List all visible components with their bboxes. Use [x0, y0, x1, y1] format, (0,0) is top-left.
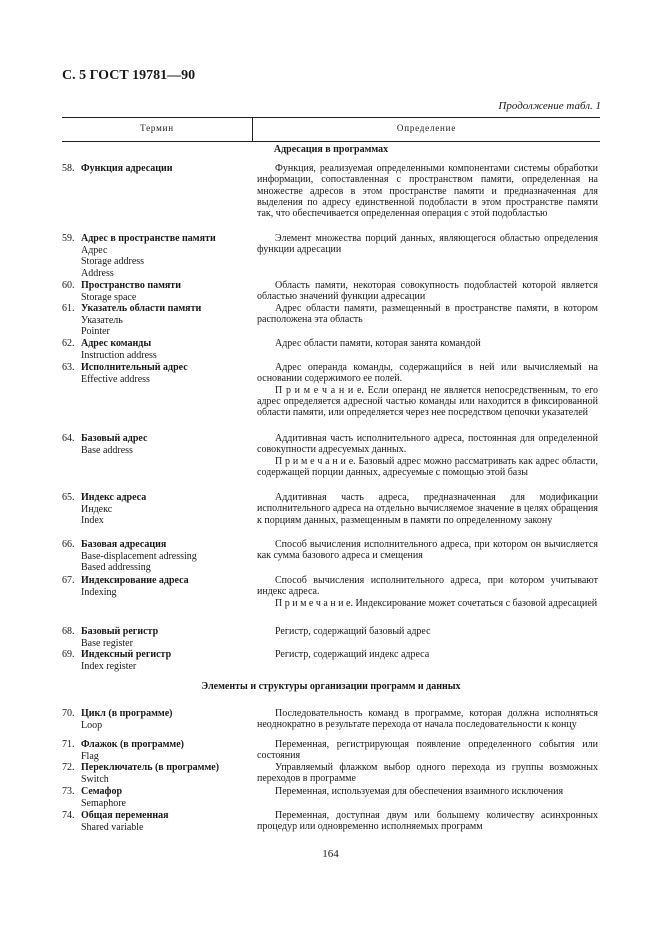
term-number: 63. — [62, 362, 75, 373]
term-number: 64. — [62, 433, 75, 444]
definition-paragraph: Адрес операнда команды, содержащийся в ней или вычисляемый на основании содержимого ее полей. — [257, 362, 598, 385]
table-top-rule — [62, 117, 600, 118]
definition-cell — [257, 233, 598, 256]
definition-paragraph: Последовательность команд в программе, которая должна исполняться неоднократно в результате перехода от начала последовательности к концу — [257, 708, 598, 731]
term-cell — [62, 433, 250, 456]
definition-paragraph: Элемент множества порций данных, являющегося областью определения функции адресации — [257, 233, 598, 256]
term-name: Базовая адресация — [81, 539, 167, 550]
term-number: 72. — [62, 762, 75, 773]
terms-table — [62, 117, 600, 842]
term-name: Пространство памяти — [81, 280, 181, 291]
term-number: 68. — [62, 626, 75, 637]
term-synonym: Storage space — [81, 291, 137, 303]
term-number: 65. — [62, 492, 75, 503]
term-synonym: Switch — [81, 773, 109, 785]
definition-paragraph: Способ вычисления исполнительного адреса, при котором он вычисляется как сумма базового адреса и смещения — [257, 539, 598, 562]
term-number: 59. — [62, 233, 75, 244]
definition-cell — [257, 649, 598, 660]
term-cell — [62, 739, 250, 762]
term-name: Флажок (в программе) — [81, 739, 185, 750]
term-synonym: Address — [81, 267, 114, 279]
definition-paragraph: Способ вычисления исполнительного адреса, при котором учитывают индекс адреса. — [257, 575, 598, 598]
term-name: Указатель области памяти — [81, 303, 202, 314]
definition-cell — [257, 362, 598, 418]
term-name: Индексирование адреса — [81, 575, 189, 586]
term-number: 67. — [62, 575, 75, 586]
term-name: Функция адресации — [81, 163, 173, 174]
term-name: Переключатель (в программе) — [81, 762, 220, 773]
term-name: Цикл (в программе) — [81, 708, 173, 719]
term-cell — [62, 708, 250, 731]
term-synonym: Indexing — [81, 586, 117, 598]
definition-cell — [257, 626, 598, 637]
definition-paragraph: Область памяти, некоторая совокупность подобластей которой является областью значений функции адресации — [257, 280, 598, 303]
term-name: Базовый регистр — [81, 626, 159, 637]
term-cell — [62, 762, 250, 785]
term-cell — [62, 362, 250, 385]
term-synonym: Pointer — [81, 326, 110, 337]
term-cell — [62, 626, 250, 649]
term-synonym: Base register — [81, 637, 133, 649]
term-synonym: Effective address — [81, 373, 150, 385]
term-cell — [62, 786, 250, 809]
term-number: 71. — [62, 739, 75, 750]
definition-paragraph: Управляемый флажком выбор одного перехода из группы возможных переходов в программе — [257, 762, 598, 785]
definition-cell — [257, 762, 598, 785]
term-synonym: Index register — [81, 660, 137, 672]
section-title-addressing: Адресация в программах — [273, 144, 389, 155]
definition-cell — [257, 739, 598, 762]
header-bottom-rule — [62, 141, 600, 142]
term-name: Семафор — [81, 786, 123, 797]
term-synonym: Base address — [81, 444, 133, 456]
definition-cell — [257, 303, 598, 326]
term-synonym: Адрес — [81, 244, 108, 256]
definition-paragraph: П р и м е ч а н и е. Индексирование может сочетаться с базовой адресацией — [275, 597, 598, 609]
document-header: С. 5 ГОСТ 19781—90 — [62, 68, 196, 83]
definition-paragraph: Аддитивная часть адреса, предназначенная для модификации исполнительного адреса на отдельно вычисляемое значение в целях обращения к порциям данных, размещенным в памяти по определенному закону — [257, 492, 598, 526]
term-synonym: Loop — [81, 719, 103, 731]
definition-cell — [257, 163, 598, 219]
definition-cell — [257, 786, 598, 797]
definition-cell — [257, 575, 598, 609]
term-cell — [62, 810, 250, 833]
column-header-term: Термин — [140, 123, 174, 133]
term-synonym: Instruction address — [81, 349, 157, 361]
term-number: 74. — [62, 810, 75, 821]
definition-paragraph: Переменная, доступная двум или большему количеству асинхронных процедур или одновременно исполняемых программ — [257, 810, 598, 833]
definition-paragraph: Адрес области памяти, которая занята командой — [275, 338, 481, 349]
term-cell — [62, 280, 250, 303]
term-number: 61. — [62, 303, 75, 314]
term-synonym: Based addressing — [81, 562, 151, 573]
term-cell — [62, 233, 250, 279]
definition-paragraph: П р и м е ч а н и е. Если операнд не является непосредственным, то его адрес определяется адресной частью команды или находится в фиксированной области памяти, или определяется через нее посредством цепочки указателей — [257, 384, 598, 419]
term-number: 66. — [62, 539, 75, 550]
definition-cell — [257, 708, 598, 731]
term-number: 70. — [62, 708, 75, 719]
term-name: Адрес в пространстве памяти — [81, 233, 216, 244]
table-continuation-note: Продолжение табл. 1 — [498, 100, 601, 112]
definition-cell — [257, 539, 598, 562]
definition-paragraph: П р и м е ч а н и е. Базовый адрес можно рассматривать как адрес области, содержащей порции данных, адресуемые с помощью этой базы — [257, 455, 598, 478]
term-cell — [62, 575, 250, 598]
definition-cell — [257, 810, 598, 833]
term-synonym: Index — [81, 515, 104, 526]
term-number: 69. — [62, 649, 75, 660]
term-name: Общая переменная — [81, 810, 169, 821]
term-synonym: Storage address — [81, 256, 145, 267]
definition-paragraph: Регистр, содержащий индекс адреса — [275, 649, 430, 660]
definition-paragraph: Функция, реализуемая определенными компонентами системы обработки информации, сопоставленная с пространством памяти, определенная на множестве адресов в этом пространстве памяти и предназначенная для выделения по адресу единственной подобласти в этом пространстве памяти так, что обеспечивается определенная операция с этой подобластью — [257, 163, 598, 220]
term-number: 58. — [62, 163, 75, 174]
term-synonym: Flag — [81, 750, 99, 762]
section-title-program-structures: Элементы и структуры организации программ и данных — [201, 681, 461, 692]
definition-paragraph: Регистр, содержащий базовый адрес — [275, 626, 431, 637]
term-number: 73. — [62, 786, 75, 797]
term-name: Индекс адреса — [81, 492, 147, 503]
definition-cell — [257, 433, 598, 478]
page-number: 164 — [322, 848, 339, 860]
term-synonym: Base-displacement adressing — [81, 550, 197, 562]
column-header-definition: Определение — [396, 123, 457, 133]
term-number: 60. — [62, 280, 75, 291]
term-name: Индексный регистр — [81, 649, 172, 660]
definition-cell — [257, 280, 598, 303]
term-name: Адрес команды — [81, 338, 152, 349]
definition-paragraph: Переменная, регистрирующая появление определенного события или состояния — [257, 739, 598, 762]
term-synonym: Индекс — [81, 503, 113, 515]
term-number: 62. — [62, 338, 75, 349]
definition-cell — [257, 492, 598, 526]
term-cell — [62, 539, 250, 574]
term-synonym: Shared variable — [81, 821, 144, 833]
definition-paragraph: Адрес области памяти, размещенный в пространстве памяти, в котором расположена эта область — [257, 303, 598, 326]
term-synonym: Semaphore — [81, 797, 126, 809]
term-cell — [62, 163, 250, 175]
term-synonym: Указатель — [81, 314, 123, 326]
definition-paragraph: Переменная, используемая для обеспечения взаимного исключения — [275, 786, 564, 797]
definition-cell — [257, 338, 598, 349]
term-cell — [62, 303, 250, 338]
term-cell — [62, 338, 250, 361]
term-name: Исполнительный адрес — [81, 362, 188, 373]
definition-paragraph: Аддитивная часть исполнительного адреса, постоянная для определенной совокупности адресуемых данных. — [257, 433, 598, 456]
term-cell — [62, 649, 250, 672]
term-name: Базовый адрес — [81, 433, 148, 444]
term-cell — [62, 492, 250, 527]
